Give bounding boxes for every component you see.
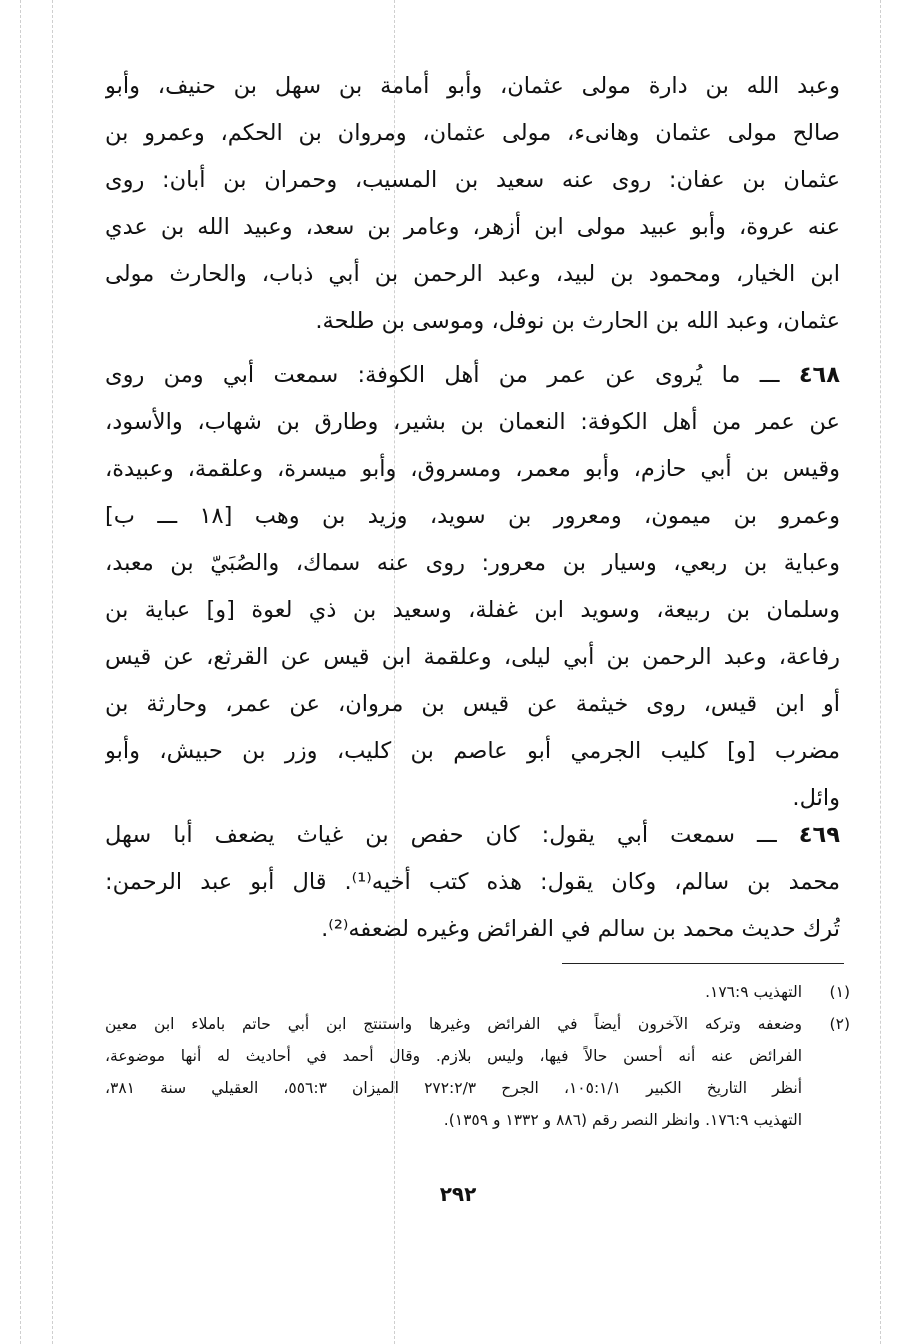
scan-artifact-line [52,0,53,1344]
text-line: عن عمر من أهل الكوفة: النعمان بن بشير، وطارق بن شهاب، والأسود، [105,409,840,435]
entry-number: ٤٦٩ [798,822,840,848]
footnote-line: التهذيب ١٧٦:٩. [705,983,802,1001]
paragraph-entry-469 [105,812,840,953]
text-line: عنه عروة، وأبو عبيد مولى ابن أزهر، وعامر بن سعد، وعبيد الله بن عدي [105,214,840,240]
paragraph-entry-468 [105,352,840,822]
footnotes [105,976,850,1136]
footnote-2 [105,1008,850,1136]
text-line: ـــ سمعت أبي يقول: كان حفص بن غياث يضعف أبا سهل [105,822,777,848]
footnote-line: وضعفه وتركه الآخرون أيضاً في الفرائض وغيرها واستنتج ابن أبي حاتم باملاء ابن معين [105,1015,802,1033]
footnote-1 [105,976,850,1008]
text-line: وعمرو بن ميمون، ومعرور بن سويد، وزيد بن وهب [١٨ ـــ ب] [105,503,840,529]
footnote-line: التهذيب ١٧٦:٩. وانظر النصر رقم (٨٨٦ و ١٣٣٢ و ١٣٥٩). [443,1111,802,1129]
text-line: رفاعة، وعبد الرحمن بن أبي ليلى، وعلقمة ابن قيس عن القرثع، عن قيس [105,644,840,670]
footnote-marker: (١) [829,983,850,1001]
text-line-with-number [105,812,840,859]
text-line: وعباية بن ربعي، وسيار بن معرور: روى عنه سماك، والصُبَيّ بن معبد، [105,550,840,576]
footnote-line: أنظر التاريخ الكبير ١٠٥:١/١، الجرح ٢٧٢:٢/٣ الميزان ٥٥٦:٣، العقيلي سنة ٣٨١، [105,1079,802,1097]
text-line: أو ابن قيس، روى خيثمة عن قيس بن مروان، عن عمر، وحارثة بن [105,691,840,717]
text-line: وائل. [792,785,840,811]
text-line: صالح مولى عثمان وهانىء، مولى عثمان، ومروان بن الحكم، وعمرو بن [105,120,840,146]
footnote-line: الفرائض عنه أنه أحسن حالاً فيها، وليس بلازم. وقال أحمد في أحاديث له أنها موضوعة، [105,1047,802,1065]
text-line: ـــ ما يُروى عن عمر من أهل الكوفة: سمعت أبي ومن روى [105,362,780,388]
footnote-separator [562,963,844,964]
page-number: ٢٩٢ [439,1182,477,1206]
text-line: وقيس بن أبي حازم، وأبو معمر، ومسروق، وأبو ميسرة، وعلقمة، وعبيدة، [105,456,840,482]
scan-artifact-line [880,0,881,1344]
text-line: محمد بن سالم، وكان يقول: هذه كتب أخيه⁽¹⁾. قال أبو عبد الرحمن: [105,869,840,895]
text-line: وعبد الله بن دارة مولى عثمان، وأبو أمامة بن سهل بن حنيف، وأبو [105,73,840,99]
text-line: عثمان بن عفان: روى عنه سعيد بن المسيب، وحمران بن أبان: روى [105,167,840,193]
text-line: وسلمان بن ربيعة، وسويد ابن غفلة، وسعيد بن ذي لعوة [و] عباية بن [105,597,840,623]
text-line: ابن الخيار، ومحمود بن لبيد، وعبد الرحمن بن أبي ذباب، والحارث مولى [105,261,840,287]
footnote-marker: (٢) [829,1015,850,1033]
text-line-with-number [105,352,840,399]
text-line: عثمان، وعبد الله بن الحارث بن نوفل، وموسى بن طلحة. [315,308,840,334]
entry-number: ٤٦٨ [798,362,840,388]
paragraph-continuation [105,63,840,345]
text-line: مضرب [و] كليب الجرمي أبو عاصم بن كليب، وزر بن حبيش، وأبو [105,738,840,764]
scan-artifact-line [20,0,21,1344]
text-line: تُرك حديث محمد بن سالم في الفرائض وغيره لضعفه⁽²⁾. [321,916,840,942]
